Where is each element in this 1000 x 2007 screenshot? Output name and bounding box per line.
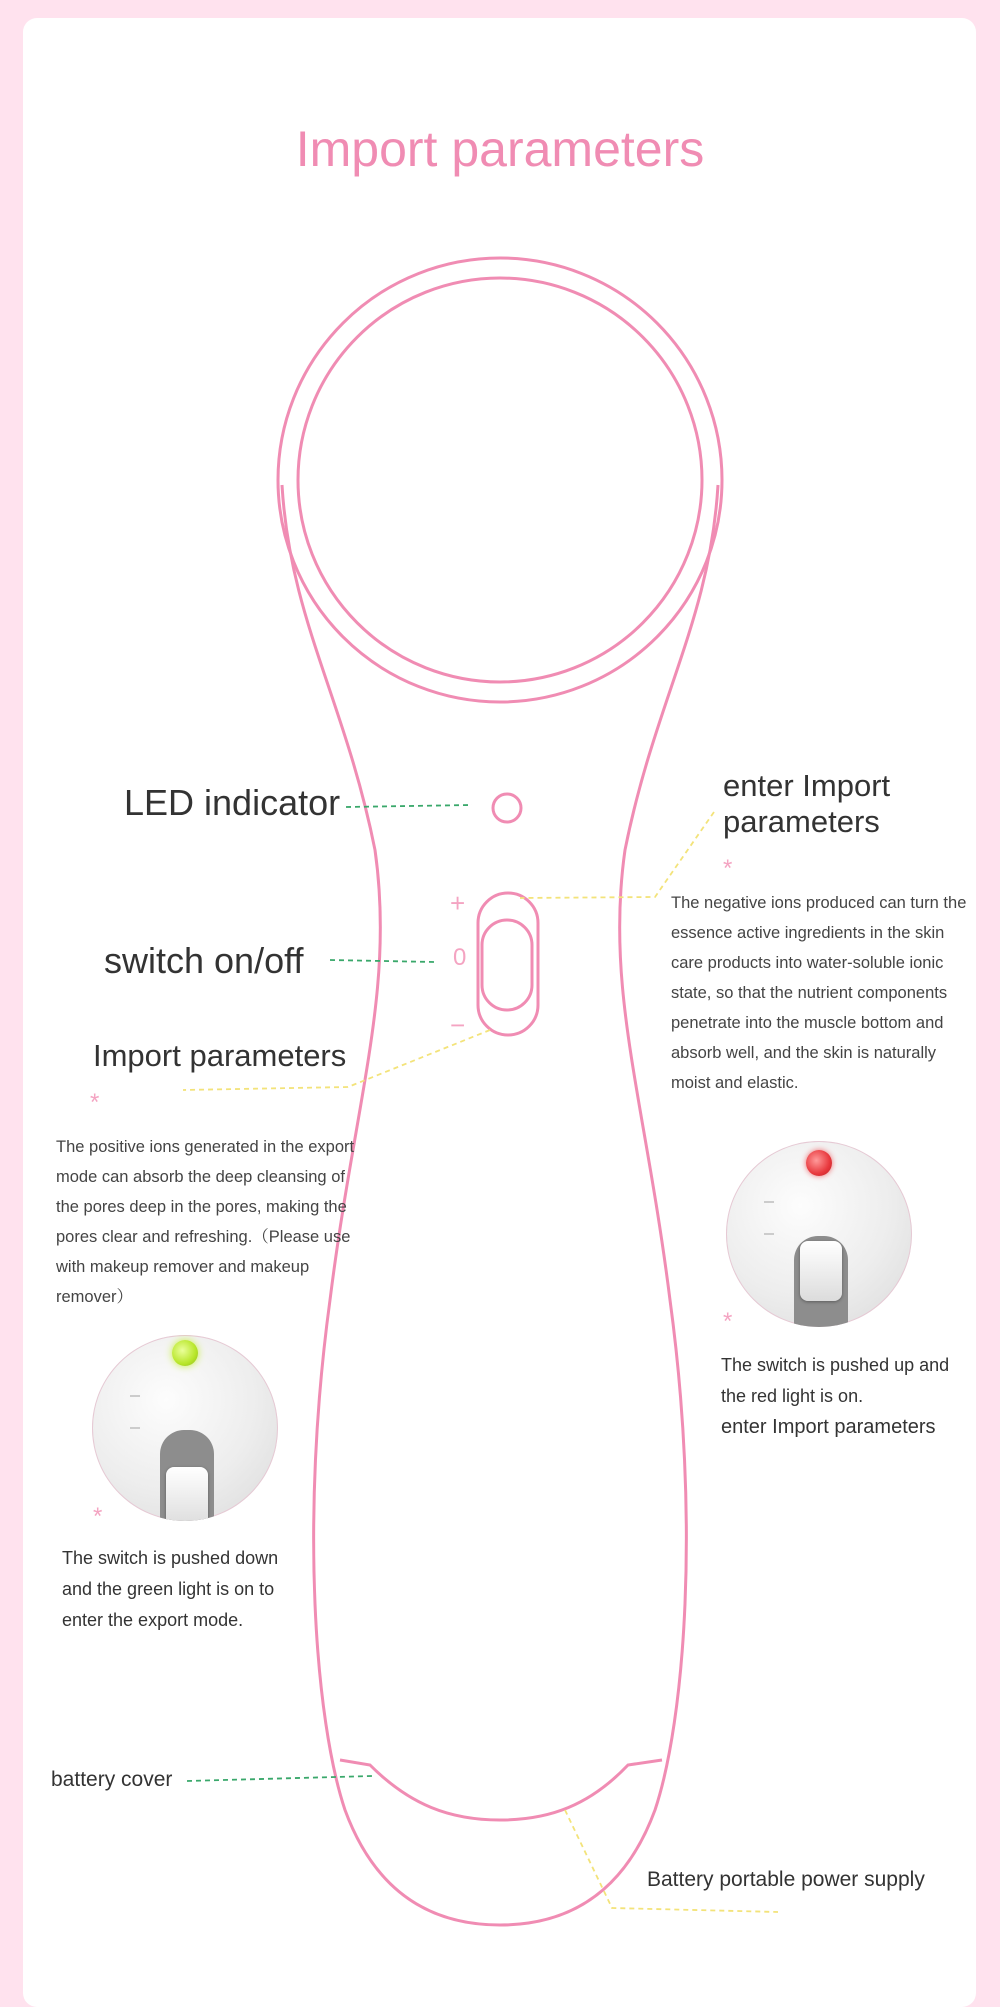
- left-description-line: mode can absorb the deep cleansing of: [56, 1168, 345, 1186]
- right-description-line: penetrate into the muscle bottom and: [671, 1014, 944, 1032]
- enter-import-leader-line: [520, 812, 714, 898]
- import-parameters-left-label: Import parameters: [93, 1038, 347, 1073]
- right-caption-line: the red light is on.: [721, 1386, 864, 1406]
- photo-tick-mark: [764, 1201, 774, 1203]
- right-description-line: state, so that the nutrient components: [671, 984, 948, 1002]
- left-description-line: The positive ions generated in the export: [56, 1138, 355, 1156]
- battery-cover-label: battery cover: [51, 1768, 173, 1791]
- head-outer-ring: [278, 258, 722, 702]
- right-description-line: care products into water-soluble ionic: [671, 954, 944, 972]
- head-inner-ring: [298, 278, 702, 682]
- left-photo-star-marker: *: [93, 1503, 103, 1530]
- left-caption: [62, 1543, 322, 1636]
- switch-minus-mark: −: [450, 1010, 466, 1040]
- right-star-marker: *: [723, 855, 733, 882]
- green-light-photo: [92, 1335, 278, 1521]
- right-caption-line: enter Import parameters: [721, 1416, 936, 1438]
- switch-plus-mark: +: [450, 888, 466, 918]
- left-description-line: with makeup remover and makeup: [56, 1258, 310, 1276]
- left-caption-line: and the green light is on to: [62, 1579, 275, 1599]
- switch-leader-line: [330, 960, 435, 962]
- right-description-line: essence active ingredients in the skin: [671, 924, 945, 942]
- led-indicator-circle: [493, 794, 521, 822]
- left-star-marker: *: [90, 1089, 100, 1116]
- switch-inner-knob: [482, 920, 532, 1010]
- battery-supply-label: Battery portable power supply: [647, 1868, 925, 1891]
- enter-import-line: parameters: [723, 804, 880, 839]
- photo-switch-knob-down: [166, 1467, 208, 1521]
- left-description-line: pores clear and refreshing.（Please use: [56, 1228, 351, 1246]
- right-caption-line: The switch is pushed up and: [721, 1355, 950, 1375]
- photo-tick-mark: [764, 1233, 774, 1235]
- right-description: [671, 888, 971, 1098]
- page-title: Import parameters: [295, 121, 705, 177]
- left-caption-line: The switch is pushed down: [62, 1548, 279, 1568]
- right-description-line: moist and elastic.: [671, 1074, 799, 1092]
- red-light-photo: [726, 1141, 912, 1327]
- left-description-line: the pores deep in the pores, making the: [56, 1198, 347, 1216]
- left-description-line: remover）: [56, 1288, 134, 1306]
- right-description-line: absorb well, and the skin is naturally: [671, 1044, 937, 1062]
- right-photo-star-marker: *: [723, 1308, 733, 1335]
- switch-outer-slot: [478, 893, 538, 1035]
- photo-switch-knob-up: [800, 1241, 842, 1301]
- switch-zero-mark: 0: [453, 944, 467, 971]
- green-led-icon: [172, 1340, 198, 1366]
- led-indicator-label: LED indicator: [124, 782, 341, 823]
- enter-import-parameters-label: [723, 768, 890, 840]
- photo-tick-mark: [130, 1395, 140, 1397]
- photo-tick-mark: [130, 1427, 140, 1429]
- right-description-line: The negative ions produced can turn the: [671, 894, 967, 912]
- red-led-icon: [806, 1150, 832, 1176]
- enter-import-line: enter Import: [723, 768, 891, 803]
- left-description: [56, 1132, 356, 1312]
- right-caption: [721, 1350, 991, 1443]
- left-caption-line: enter the export mode.: [62, 1610, 244, 1630]
- switch-on-off-label: switch on/off: [104, 940, 304, 981]
- battery-cover-seam: [340, 1760, 662, 1820]
- battery-cover-leader-line: [187, 1776, 372, 1781]
